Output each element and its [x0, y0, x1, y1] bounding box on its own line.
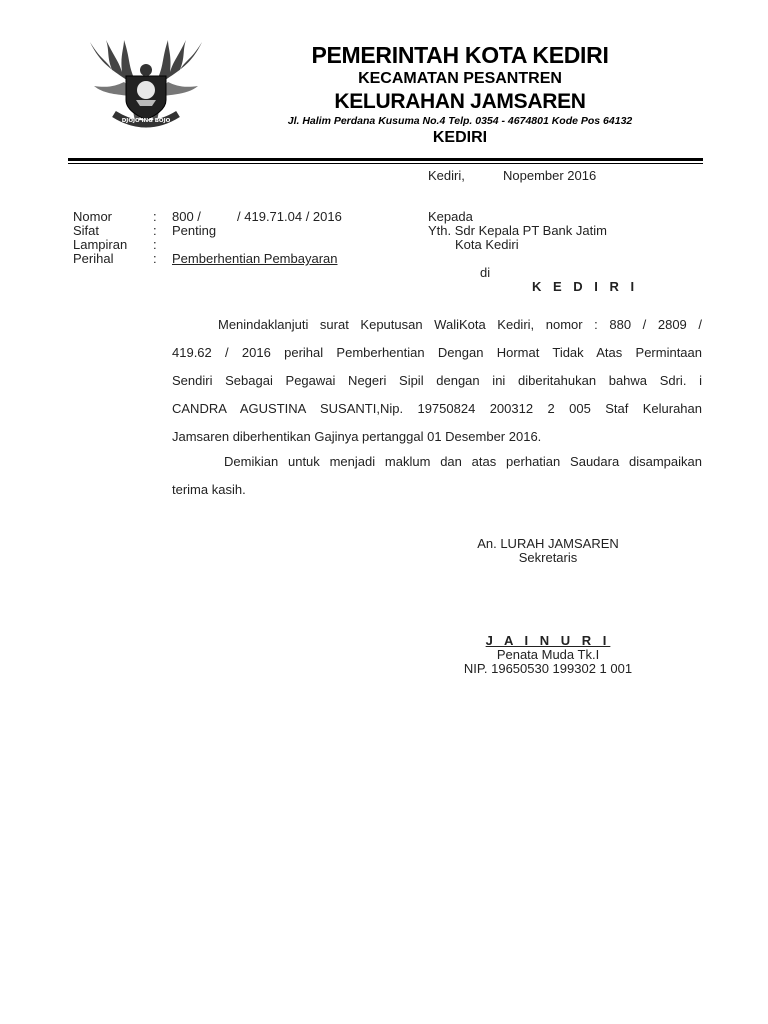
body-p1-line-2: 419.62 / 2016 perihal Pemberhentian Dengan Hormat Tidak Atas Permintaan	[172, 345, 702, 360]
sifat-colon: :	[153, 223, 157, 238]
nomor-value: 800 / / 419.71.04 / 2016	[172, 209, 342, 224]
perihal-value: Pemberhentian Pembayaran	[172, 251, 338, 266]
signature-name: J A I N U R I	[485, 633, 611, 648]
body-paragraph-1	[172, 311, 702, 451]
recipient-kepada: Kepada	[428, 209, 473, 224]
date-place: Kediri,	[428, 168, 465, 183]
sifat-label: Sifat	[73, 223, 100, 238]
lampiran-colon: :	[153, 237, 157, 252]
body-paragraph-2	[172, 448, 702, 504]
body-p2-line-2: terima kasih.	[172, 482, 246, 497]
perihal-label: Perihal	[73, 251, 114, 266]
signature-rank: Penata Muda Tk.I	[496, 647, 600, 662]
recipient-line1: Yth. Sdr Kepala PT Bank Jatim	[428, 223, 607, 238]
body-p1-line-1: Menindaklanjuti surat Keputusan WaliKota Kediri, nomor : 880 / 2809 /	[218, 317, 702, 332]
header-address: Jl. Halim Perdana Kusuma No.4 Telp. 0354 - 4674801 Kode Pos 64132	[287, 115, 633, 127]
header-government: PEMERINTAH KOTA KEDIRI	[311, 42, 609, 68]
signature-nip: NIP. 19650530 199302 1 001	[463, 661, 633, 676]
sifat-value: Penting	[172, 223, 217, 238]
nomor-colon: :	[153, 209, 157, 224]
recipient-city: K E D I R I	[532, 279, 639, 294]
body-p1-line-3: Sendiri Sebagai Pegawai Negeri Sipil dengan ini diberitahukan bahwa Sdri. i	[172, 373, 702, 388]
signature-on-behalf: An. LURAH JAMSAREN	[477, 536, 619, 551]
header-rule-thin	[68, 163, 703, 164]
lampiran-label: Lampiran	[73, 237, 128, 252]
body-p1-line-5: Jamsaren diberhentikan Gajinya pertanggal 01 Desember 2016.	[172, 429, 542, 444]
perihal-colon: :	[153, 251, 157, 266]
header-district: KECAMATAN PESANTREN	[358, 70, 562, 87]
recipient-di: di	[480, 265, 491, 280]
header-village: KELURAHAN JAMSAREN	[334, 90, 586, 113]
recipient-line2: Kota Kediri	[455, 237, 519, 252]
nomor-label: Nomor	[73, 209, 113, 224]
kediri-emblem	[84, 34, 208, 134]
body-p1-line-4: CANDRA AGUSTINA SUSANTI,Nip. 19750824 200312 2 005 Staf Kelurahan	[172, 401, 702, 416]
header-city: KEDIRI	[432, 129, 488, 146]
body-p2-line-1: Demikian untuk menjadi maklum dan atas perhatian Saudara disampaikan	[224, 454, 702, 469]
signature-position: Sekretaris	[518, 550, 578, 565]
emblem-motto: DJOJO ING BOJO	[121, 118, 171, 124]
date-month-year: Nopember 2016	[503, 168, 597, 183]
header-rule-thick	[68, 158, 703, 161]
